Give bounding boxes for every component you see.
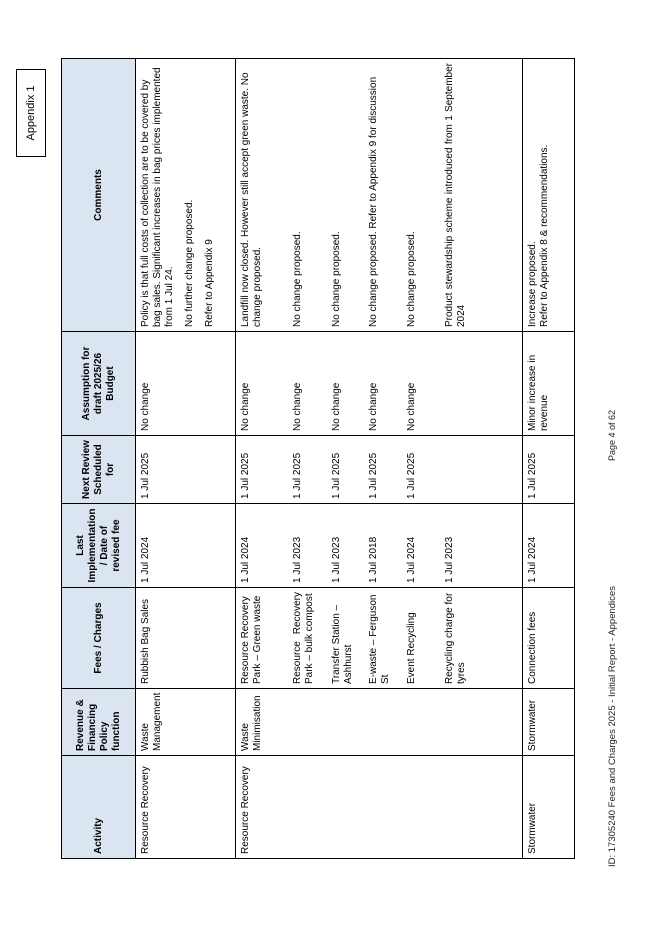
- table-row: [136, 59, 236, 859]
- table-row: [288, 59, 327, 859]
- appendix-label: Appendix 1: [25, 85, 37, 141]
- cell-fee: E-waste – Ferguson St: [364, 588, 402, 689]
- cell-fee: Connection fees: [523, 588, 575, 689]
- header-activity: Activity: [62, 756, 136, 859]
- cell-last: 1 Jul 2023: [327, 504, 364, 588]
- header-last-implementation: Last Implementation / Date of revised fee: [62, 504, 136, 588]
- document-footer: ID: 17305240 Fees and Charges 2025 - Initial Report - Appendices: [607, 586, 618, 867]
- cell-comments: No change proposed.: [288, 59, 327, 332]
- page-number: Page 4 of 62: [607, 409, 617, 461]
- cell-fee: Resource Recovery Park – Green waste: [236, 588, 288, 689]
- cell-fee: Transfer Station – Ashhurst: [327, 588, 364, 689]
- cell-assumption: No change: [136, 332, 236, 436]
- cell-fee: Event Recycling: [402, 588, 440, 689]
- cell-comments: No change proposed.: [402, 59, 440, 332]
- fees-table: [61, 58, 575, 859]
- cell-activity: Resource Recovery: [136, 756, 236, 859]
- cell-comments: Landfill now closed. However still accept green waste. No change proposed.: [236, 59, 288, 332]
- header-comments: Comments: [62, 59, 136, 332]
- cell-function: Waste Minimisation: [236, 689, 288, 756]
- cell-activity: Resource Recovery: [236, 756, 288, 859]
- cell-assumption: [440, 332, 523, 436]
- cell-function: Waste Management: [136, 689, 236, 756]
- cell-assumption: No change: [402, 332, 440, 436]
- cell-comments: [136, 59, 236, 332]
- cell-last: 1 Jul 2024: [523, 504, 575, 588]
- cell-assumption: No change: [327, 332, 364, 436]
- table-row: [440, 59, 523, 859]
- table-row: [327, 59, 364, 859]
- cell-activity: [402, 756, 440, 859]
- cell-activity: [440, 756, 523, 859]
- cell-activity: Stormwater: [523, 756, 575, 859]
- header-assumption: Assumption for draft 2025/26 Budget: [62, 332, 136, 436]
- cell-next: 1 Jul 2025: [523, 436, 575, 504]
- header-function: Revenue & Financing Policy function: [62, 689, 136, 756]
- cell-function: [288, 689, 327, 756]
- cell-last: 1 Jul 2018: [364, 504, 402, 588]
- cell-function: [364, 689, 402, 756]
- cell-last: 1 Jul 2024: [236, 504, 288, 588]
- cell-assumption: No change: [288, 332, 327, 436]
- table-row: [523, 59, 575, 859]
- cell-assumption: No change: [364, 332, 402, 436]
- header-row: [62, 59, 136, 859]
- cell-comments: [523, 59, 575, 332]
- header-next-review: Next Review Scheduled for: [62, 436, 136, 504]
- comment-text: Policy is that full costs of collection are to be covered by bag sales. Significant increases in bag prices implemented from 1 Jul 24.: [140, 67, 175, 327]
- appendix-label-box: [16, 69, 46, 157]
- cell-last: 1 Jul 2024: [402, 504, 440, 588]
- comment-text: No further change proposed.: [184, 199, 195, 327]
- cell-fee: Recycling charge for tyres: [440, 588, 523, 689]
- cell-next: 1 Jul 2025: [364, 436, 402, 504]
- cell-fee: Resource Recovery Park – bulk compost: [288, 588, 327, 689]
- fees-table-container: [61, 59, 564, 859]
- table-row: [236, 59, 288, 859]
- cell-comments: Product stewardship scheme introduced from 1 September 2024: [440, 59, 523, 332]
- cell-function: [440, 689, 523, 756]
- cell-next: 1 Jul 2025: [136, 436, 236, 504]
- comment-text: Refer to Appendix 9: [204, 239, 215, 327]
- cell-last: 1 Jul 2023: [288, 504, 327, 588]
- cell-activity: [364, 756, 402, 859]
- cell-comments: No change proposed. Refer to Appendix 9 for discussion: [364, 59, 402, 332]
- cell-function: [327, 689, 364, 756]
- cell-next: 1 Jul 2025: [402, 436, 440, 504]
- cell-activity: [288, 756, 327, 859]
- cell-last: 1 Jul 2024: [136, 504, 236, 588]
- cell-next: 1 Jul 2025: [236, 436, 288, 504]
- cell-comments: No change proposed.: [327, 59, 364, 332]
- cell-fee: Rubbish Bag Sales: [136, 588, 236, 689]
- cell-next: 1 Jul 2025: [327, 436, 364, 504]
- cell-function: [402, 689, 440, 756]
- cell-function: Stormwater: [523, 689, 575, 756]
- cell-next: 1 Jul 2025: [288, 436, 327, 504]
- table-row: [402, 59, 440, 859]
- header-fees: Fees / Charges: [62, 588, 136, 689]
- comment-text: Refer to Appendix 8 & recommendations.: [539, 144, 550, 327]
- cell-assumption: Minor increase in revenue: [523, 332, 575, 436]
- cell-next: [440, 436, 523, 504]
- cell-assumption: No change: [236, 332, 288, 436]
- cell-last: 1 Jul 2023: [440, 504, 523, 588]
- table-row: [364, 59, 402, 859]
- comment-text: Increase proposed.: [527, 241, 538, 327]
- cell-activity: [327, 756, 364, 859]
